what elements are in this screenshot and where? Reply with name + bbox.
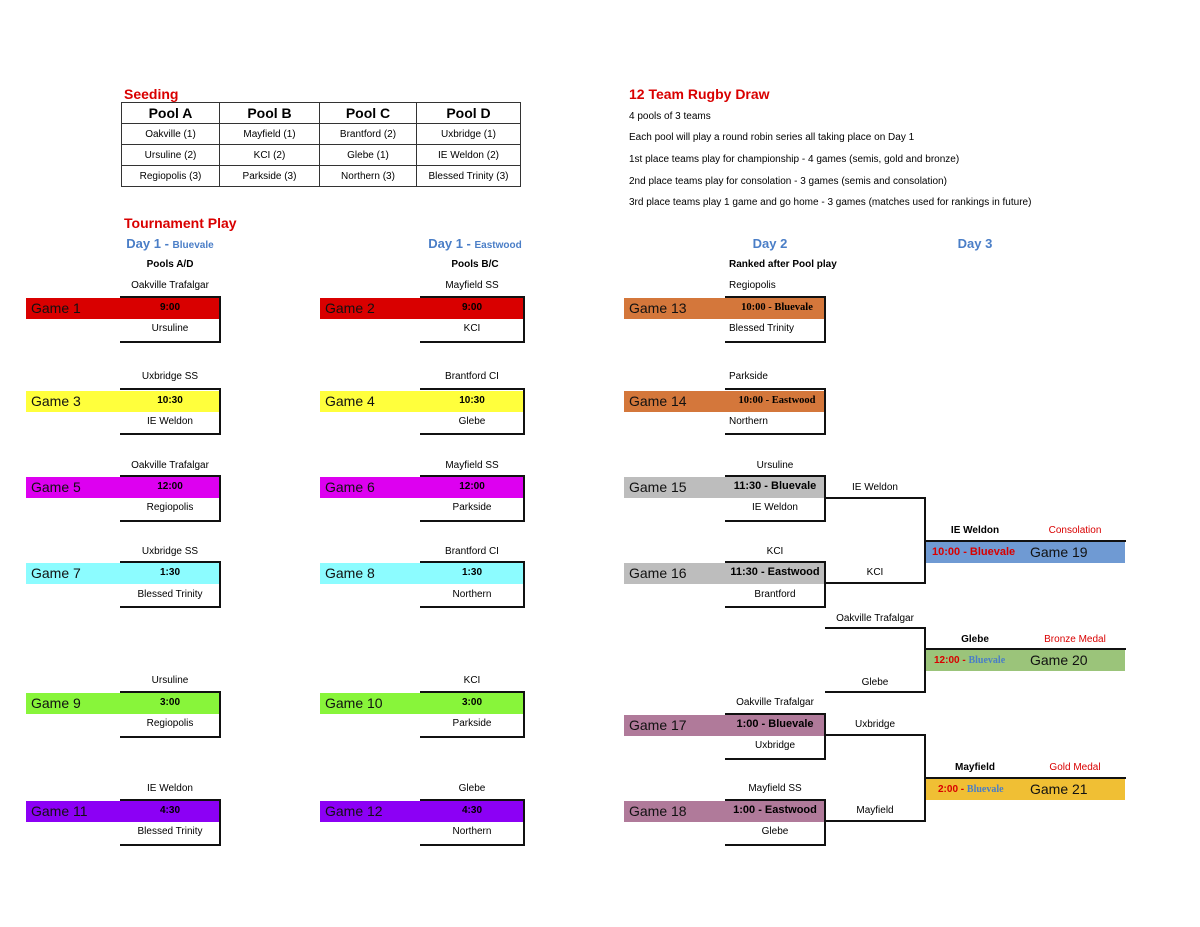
bracket-line [825, 734, 926, 736]
pool-a-header: Pool A [122, 103, 220, 124]
info-line: Each pool will play a round robin series all taking place on Day 1 [629, 132, 915, 143]
consolation-title: Consolation [1048, 525, 1102, 536]
info-line: 4 pools of 3 teams [629, 111, 711, 122]
team-label: Glebe [458, 783, 486, 794]
seeding-table [121, 102, 521, 187]
game-15-box [725, 475, 826, 522]
team-label: Glebe [458, 416, 486, 427]
game-9-box [120, 691, 221, 738]
team-label: KCI [463, 675, 481, 686]
game-1-bar[interactable]: Game 1 9:00 [26, 298, 220, 319]
pools-ad-label: Pools A/D [146, 259, 194, 270]
seed-cell: Mayfield (1) [220, 124, 320, 145]
team-label: Brantford CI [445, 371, 499, 382]
seed-cell: Ursuline (2) [122, 145, 220, 166]
team-label: Parkside [729, 371, 768, 382]
team-label: Mayfield SS [445, 460, 499, 471]
game-1-box [120, 296, 221, 343]
team-label: Glebe [761, 826, 789, 837]
pool-c-header: Pool C [320, 103, 417, 124]
info-line: 2nd place teams play for consolation - 3 games (semis and consolation) [629, 176, 947, 187]
game-5-box [120, 475, 221, 522]
pools-bc-label: Pools B/C [451, 259, 499, 270]
game-12-box [420, 799, 525, 846]
game-10-box [420, 691, 525, 738]
day1-bluevale-header: Day 1 - Bluevale [126, 236, 214, 251]
ranked-label: Ranked after Pool play [729, 259, 837, 270]
bracket-line [825, 627, 926, 629]
team-label: Brantford CI [445, 546, 499, 557]
finalist-label: Mayfield [954, 762, 995, 773]
team-label: Oakville Trafalgar [131, 280, 209, 291]
game-7-bar[interactable]: Game 7 1:30 [26, 563, 220, 584]
team-label: IE Weldon [147, 416, 193, 427]
team-label: Northern [729, 416, 768, 427]
team-label: Uxbridge SS [141, 546, 199, 557]
team-label: IE Weldon [752, 502, 798, 513]
team-label: KCI [766, 546, 784, 557]
seed-cell: Uxbridge (1) [417, 124, 521, 145]
team-label: Regiopolis [729, 280, 776, 291]
game-20-bar[interactable]: 12:00 - Bluevale Game 20 [926, 650, 1125, 671]
game-11-box [120, 799, 221, 846]
tournament-title: Tournament Play [124, 215, 237, 231]
seed-cell: Oakville (1) [122, 124, 220, 145]
bracket-line [825, 691, 926, 693]
pool-d-header: Pool D [417, 103, 521, 124]
finalist-label: Glebe [961, 634, 989, 645]
game-19-bar[interactable]: 10:00 - Bluevale Game 19 [926, 542, 1125, 563]
game-16-box [725, 561, 826, 608]
seed-cell: IE Weldon (2) [417, 145, 521, 166]
team-label: Regiopolis [146, 718, 194, 729]
game-14-box [725, 388, 826, 435]
winner-label: KCI [866, 567, 884, 578]
game-12-bar[interactable]: Game 12 4:30 [320, 801, 524, 822]
day1-eastwood-header: Day 1 - Eastwood [428, 236, 522, 251]
team-label: Oakville Trafalgar [131, 460, 209, 471]
team-label: IE Weldon [147, 783, 193, 794]
game-7-box [120, 561, 221, 608]
game-17-bar[interactable]: Game 17 1:00 - Bluevale [624, 715, 825, 736]
team-label: Parkside [452, 718, 492, 729]
game-14-bar[interactable]: Game 14 10:00 - Eastwood [624, 391, 825, 412]
team-label: Blessed Trinity [729, 323, 795, 334]
team-label: Brantford [754, 589, 796, 600]
game-13-box [725, 296, 826, 343]
winner-label: IE Weldon [852, 482, 898, 493]
game-2-bar[interactable]: Game 2 9:00 [320, 298, 524, 319]
game-13-bar[interactable]: Game 13 10:00 - Bluevale [624, 298, 825, 319]
game-5-bar[interactable]: Game 5 12:00 [26, 477, 220, 498]
game-16-bar[interactable]: Game 16 11:30 - Eastwood [624, 563, 825, 584]
bracket-line [825, 497, 926, 499]
team-label: Uxbridge SS [141, 371, 199, 382]
info-line: 1st place teams play for championship - 4 games (semis, gold and bronze) [629, 154, 960, 165]
team-label: Uxbridge [754, 740, 796, 751]
team-label: Regiopolis [146, 502, 194, 513]
game-3-box [120, 388, 221, 435]
seed-cell: Northern (3) [320, 166, 417, 187]
draw-title: 12 Team Rugby Draw [629, 86, 770, 102]
winner-label: Uxbridge [854, 719, 896, 730]
game-8-bar[interactable]: Game 8 1:30 [320, 563, 524, 584]
semi-loser-label: Glebe [861, 677, 889, 688]
seed-cell: Regiopolis (3) [122, 166, 220, 187]
game-8-box [420, 561, 525, 608]
seed-cell: Parkside (3) [220, 166, 320, 187]
team-label: Ursuline [151, 675, 189, 686]
game-3-bar[interactable]: Game 3 10:30 [26, 391, 220, 412]
team-label: Blessed Trinity [137, 589, 203, 600]
game-10-bar[interactable]: Game 10 3:00 [320, 693, 524, 714]
team-label: Ursuline [756, 460, 794, 471]
semi-loser-label: Oakville Trafalgar [836, 613, 914, 624]
game-9-bar[interactable]: Game 9 3:00 [26, 693, 220, 714]
team-label: Mayfield SS [445, 280, 499, 291]
gold-title: Gold Medal [1049, 762, 1101, 773]
seed-cell: Brantford (2) [320, 124, 417, 145]
team-label: Northern [452, 589, 492, 600]
seed-cell: KCI (2) [220, 145, 320, 166]
game-11-bar[interactable]: Game 11 4:30 [26, 801, 220, 822]
game-21-bar[interactable]: 2:00 - Bluevale Game 21 [926, 779, 1125, 800]
game-2-box [420, 296, 525, 343]
seed-cell: Blessed Trinity (3) [417, 166, 521, 187]
finalist-label: IE Weldon [950, 525, 1000, 536]
bracket-line [825, 820, 926, 822]
team-label: Parkside [452, 502, 492, 513]
team-label: Oakville Trafalgar [736, 697, 814, 708]
game-18-bar[interactable]: Game 18 1:00 - Eastwood [624, 801, 825, 822]
game-15-bar[interactable]: Game 15 11:30 - Bluevale [624, 477, 825, 498]
pool-b-header: Pool B [220, 103, 320, 124]
bronze-title: Bronze Medal [1044, 634, 1106, 645]
seeding-title: Seeding [124, 86, 179, 102]
game-6-bar[interactable]: Game 6 12:00 [320, 477, 524, 498]
day3-header: Day 3 [957, 236, 993, 251]
team-label: Mayfield SS [748, 783, 802, 794]
info-line: 3rd place teams play 1 game and go home - 3 games (matches used for rankings in future) [629, 197, 1032, 208]
game-19-time: 10:00 - Bluevale [932, 546, 1016, 558]
bracket-line [825, 582, 926, 584]
winner-label: Mayfield [856, 805, 894, 816]
game-4-bar[interactable]: Game 4 10:30 [320, 391, 524, 412]
day2-header: Day 2 [752, 236, 788, 251]
game-21-time: 2:00 - Bluevale [938, 784, 1004, 795]
game-20-time: 12:00 - Bluevale [934, 655, 1006, 666]
game-17-box [725, 713, 826, 760]
game-18-box [725, 799, 826, 846]
team-label: Ursuline [151, 323, 189, 334]
seed-cell: Glebe (1) [320, 145, 417, 166]
team-label: Blessed Trinity [137, 826, 203, 837]
team-label: Northern [452, 826, 492, 837]
game-4-box [420, 388, 525, 435]
team-label: KCI [463, 323, 481, 334]
game-6-box [420, 475, 525, 522]
